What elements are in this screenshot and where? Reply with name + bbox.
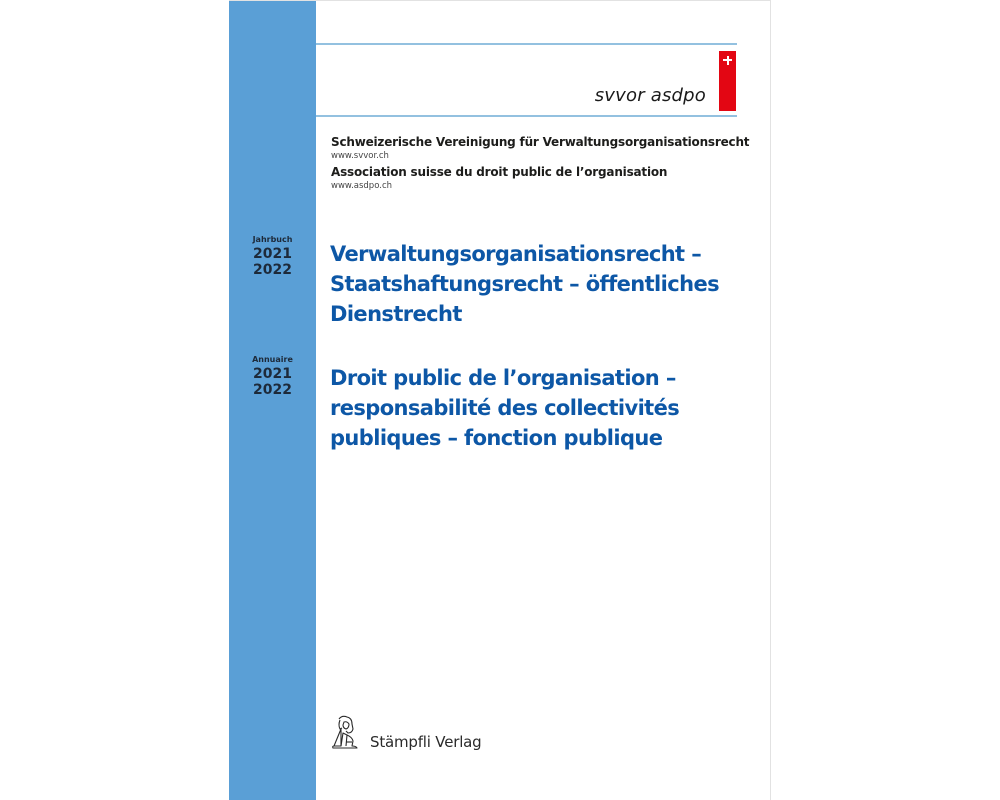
title-fr-line: Droit public de l’organisation –	[330, 366, 676, 390]
book-cover	[229, 0, 771, 800]
year-start-de: 2021	[253, 246, 292, 262]
association-url-de: www.svvor.ch	[331, 151, 389, 161]
title-de-line: Staatshaftungsrecht – öffentliches	[330, 272, 719, 296]
brand-rule-line	[316, 115, 737, 117]
yearbook-kicker-fr: Annuaire	[252, 355, 293, 364]
publisher-name: Stämpfli Verlag	[370, 733, 482, 751]
title-french	[330, 363, 750, 453]
association-block	[331, 134, 761, 194]
cover-spine-band	[229, 1, 316, 800]
title-de-line: Dienstrecht	[330, 302, 462, 326]
yearbook-label-fr	[229, 354, 316, 398]
year-end-de: 2022	[253, 262, 292, 278]
yearbook-kicker-de: Jahrbuch	[252, 235, 293, 244]
yearbook-label-de	[229, 234, 316, 278]
staempfli-logo-icon	[330, 713, 360, 753]
publisher-block	[330, 713, 482, 753]
association-name-de: Schweizerische Vereinigung für Verwaltungsorganisationsrecht	[331, 135, 750, 149]
title-fr-line: responsabilité des collectivités	[330, 396, 680, 420]
title-fr-line: publiques – fonction publique	[330, 426, 663, 450]
association-url-fr: www.asdpo.ch	[331, 181, 393, 191]
association-name-fr: Association suisse du droit public de l’organisation	[331, 165, 668, 179]
year-start-fr: 2021	[253, 366, 292, 382]
top-rule-line	[316, 43, 737, 45]
year-end-fr: 2022	[253, 382, 292, 398]
title-de-line: Verwaltungsorganisationsrecht –	[330, 242, 702, 266]
title-german	[330, 239, 750, 329]
swiss-cross-icon	[719, 51, 736, 111]
brand-wordmark: svvor asdpo	[594, 85, 706, 106]
